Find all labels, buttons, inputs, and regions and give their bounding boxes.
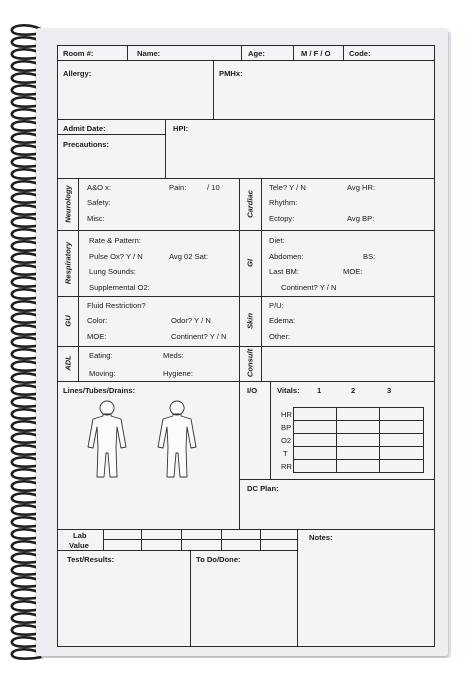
vitals-row-t: T [283, 449, 288, 458]
skin-other-label: Other: [269, 332, 291, 341]
color-label: Color: [87, 316, 108, 325]
ao-label: A&O x: [87, 183, 112, 192]
sex-options: M / F / O [301, 49, 331, 58]
fluid-restriction-label: Fluid Restriction? [87, 301, 146, 310]
gi-heading: GI [245, 258, 255, 268]
eating-label: Eating: [89, 351, 113, 360]
odor-option: Odor? Y / N [171, 316, 211, 325]
avg-bp-label: Avg BP: [347, 214, 375, 223]
io-label: I/O [247, 386, 258, 395]
lung-sounds-label: Lung Sounds: [89, 267, 136, 276]
bs-label: BS: [363, 252, 376, 261]
gu-continent-option: Continent? Y / N [171, 332, 227, 341]
admit-date-label: Admit Date: [63, 124, 106, 133]
last-bm-label: Last BM: [269, 267, 299, 276]
allergy-label: Allergy: [63, 69, 92, 78]
to-do-done-label: To Do/Done: [196, 555, 241, 564]
precautions-label: Precautions: [63, 140, 109, 149]
room-label: Room #: [63, 49, 94, 58]
vitals-row-rr: RR [281, 462, 292, 471]
pulse-ox-option: Pulse Ox? Y / N [89, 252, 143, 261]
rhythm-label: Rhythm: [269, 198, 298, 207]
avg-o2-sat-label: Avg 02 Sat: [169, 252, 209, 261]
hygiene-label: Hygiene: [163, 369, 193, 378]
diet-label: Diet: [269, 236, 285, 245]
code-label: Code: [349, 49, 371, 58]
vitals-col-2: 2 [351, 386, 356, 395]
lines-tubes-drains-label: Lines/Tubes/Drains: [63, 386, 136, 395]
vitals-row-bp: BP [281, 423, 292, 432]
pain-scale: / 10 [207, 183, 220, 192]
vitals-row-o2: O2 [281, 436, 292, 445]
gi-moe-label: MOE: [343, 267, 363, 276]
pu-label: P/U: [269, 301, 284, 310]
avg-hr-label: Avg HR: [347, 183, 376, 192]
vitals-col-1: 1 [317, 386, 322, 395]
moving-label: Moving: [89, 369, 116, 378]
hpi-label: HPI: [173, 124, 189, 133]
meds-label: Meds: [163, 351, 184, 360]
vitals-row-hr: HR [281, 410, 292, 419]
lab-label-line1: Lab [73, 531, 87, 540]
age-label: Age: [248, 49, 265, 58]
neurology-heading: Neurology [63, 185, 73, 223]
cardiac-heading: Cardiac [245, 190, 255, 218]
rate-pattern-label: Rate & Pattern: [89, 236, 141, 245]
respiratory-heading: Respiratory [63, 241, 73, 285]
skin-heading: Skin [245, 312, 255, 330]
pain-label: Pain: [169, 183, 187, 192]
body-diagram [77, 397, 222, 481]
test-results-label: Test/Results: [67, 555, 115, 564]
front-body-outline [88, 401, 126, 477]
safety-label: Safety: [87, 198, 111, 207]
notes-label: Notes: [309, 533, 333, 542]
consult-heading: Consult [245, 348, 255, 378]
gu-moe-label: MOE: [87, 332, 107, 341]
gu-heading: GU [63, 315, 73, 327]
back-body-outline [158, 401, 196, 477]
dc-plan-label: DC Plan: [247, 484, 279, 493]
misc-label: Misc: [87, 214, 105, 223]
ectopy-label: Ectopy: [269, 214, 295, 223]
pmhx-label: PMHx: [219, 69, 243, 78]
patient-report-sheet [57, 45, 435, 647]
tele-option: Tele? Y / N [269, 183, 306, 192]
supplemental-o2-label: Supplemental O2: [89, 283, 150, 292]
gi-continent-option: Continent? Y / N [281, 283, 337, 292]
lab-label-line2: Value [69, 541, 89, 550]
abdomen-label: Abdomen: [269, 252, 304, 261]
adl-heading: ADL [63, 355, 73, 371]
vitals-label: Vitals: [277, 386, 300, 395]
edema-label: Edema: [269, 316, 296, 325]
name-label: Name: [137, 49, 161, 58]
vitals-col-3: 3 [387, 386, 392, 395]
